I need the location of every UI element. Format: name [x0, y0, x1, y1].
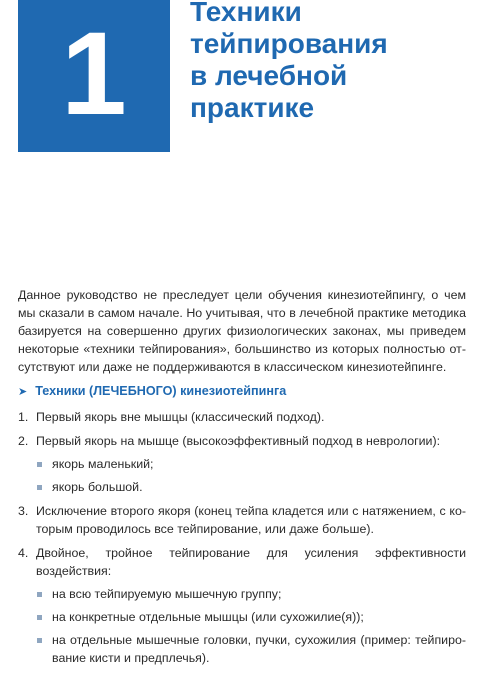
sub-list: [18, 585, 466, 667]
sub-list-item: [18, 631, 466, 667]
item-number: 2.: [18, 434, 29, 448]
sub-list-item: [18, 455, 466, 473]
chapter-title: Техники тейпирования в лечебной практике: [190, 0, 388, 123]
sub-item-text: на отдельные мышечные головки, пучки, сухожилия (пример: тейпирование кисти и предплечья).: [52, 633, 466, 665]
list-item: [18, 432, 466, 496]
section-heading-text: Техники (ЛЕЧЕБНОГО) кинезиотейпинга: [35, 384, 287, 398]
section-heading: [18, 384, 466, 398]
item-text: Исключение второго якоря (конец тейпа кладется или с натяжением, с которым проводилось все тейпирование, или даже больше).: [36, 504, 466, 536]
item-number: 4.: [18, 546, 29, 560]
sub-item-text: на всю тейпируемую мышечную группу;: [52, 587, 282, 601]
sub-list-item: [18, 608, 466, 626]
sub-item-text: якорь маленький;: [52, 457, 154, 471]
list-item: [18, 502, 466, 538]
square-bullet-icon: [37, 615, 42, 620]
sub-list-item: [18, 585, 466, 603]
list-item: [18, 408, 466, 426]
list-item: [18, 544, 466, 667]
chapter-number-box: [18, 0, 170, 152]
item-text: Первый якорь на мышце (высокоэффективный подход в неврологии):: [36, 434, 441, 448]
sub-list: [18, 455, 466, 496]
techniques-list: [18, 408, 466, 673]
square-bullet-icon: [37, 638, 42, 643]
square-bullet-icon: [37, 485, 42, 490]
sub-item-text: на конкретные отдельные мышцы (или сухожилие(я));: [52, 610, 364, 624]
intro-paragraph: Данное руководство не преследует цели обучения кинезиотейпингу, о чем мы сказали в самом начале. Но учитывая, что в лечебной практике методика базируется на совершенно других физиологических законах, мы приведем некоторые «техники тейпирования», большинство из которых полностью отсутствуют или даже не поддерживаются в классическом кинезиотейпинге.: [18, 288, 466, 374]
item-text: Первый якорь вне мышцы (классический подход).: [36, 410, 325, 424]
square-bullet-icon: [37, 462, 42, 467]
sub-list-item: [18, 478, 466, 496]
item-text: Двойное, тройное тейпирование для усиления эффективности воздействия:: [36, 546, 466, 578]
arrow-right-icon: ➤: [18, 385, 28, 398]
sub-item-text: якорь большой.: [52, 480, 143, 494]
square-bullet-icon: [37, 592, 42, 597]
chapter-number: 1: [61, 8, 127, 140]
item-number: 1.: [18, 410, 29, 424]
item-number: 3.: [18, 504, 29, 518]
